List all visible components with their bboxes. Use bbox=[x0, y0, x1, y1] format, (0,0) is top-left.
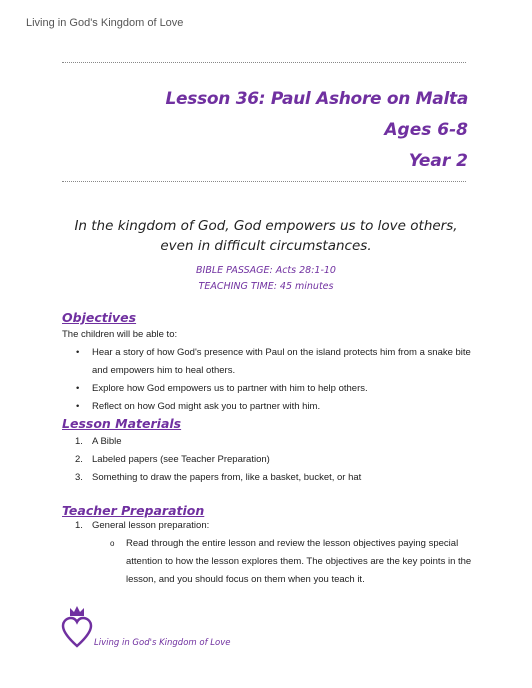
title-divider bbox=[62, 181, 466, 182]
circle-bullet-icon: o bbox=[110, 539, 115, 548]
bullet-icon: • bbox=[76, 383, 80, 394]
bullet-icon: • bbox=[76, 401, 80, 412]
teaching-time: TEACHING TIME: 45 minutes bbox=[198, 281, 334, 292]
list-item bbox=[62, 469, 482, 487]
list-item bbox=[62, 380, 482, 398]
list-item-text: Explore how God empowers us to partner with him to help others. bbox=[92, 383, 368, 394]
footer-text: Living in God's Kingdom of Love bbox=[94, 638, 231, 648]
list-item-text: Reflect on how God might ask you to partner with him. bbox=[92, 401, 321, 412]
objectives-heading: Objectives bbox=[62, 310, 137, 325]
lesson-title: Lesson 36: Paul Ashore on Malta bbox=[165, 89, 468, 109]
list-item-text: A Bible bbox=[92, 436, 122, 447]
materials-list bbox=[62, 433, 482, 487]
list-number: 1. bbox=[75, 520, 83, 531]
lesson-theme: In the kingdom of God, God empowers us to love others, even in difficult circumstances. bbox=[74, 218, 458, 254]
list-item bbox=[62, 398, 482, 416]
top-divider bbox=[62, 62, 466, 63]
list-item bbox=[62, 451, 482, 469]
list-item bbox=[62, 517, 482, 535]
objectives-intro: The children will be able to: bbox=[62, 329, 178, 340]
list-item bbox=[62, 433, 482, 451]
preparation-subitem bbox=[110, 535, 476, 589]
list-number: 1. bbox=[75, 436, 83, 447]
list-item-text: Something to draw the papers from, like a basket, bucket, or hat bbox=[92, 472, 362, 483]
bullet-icon: • bbox=[76, 347, 80, 358]
preparation-heading: Teacher Preparation bbox=[62, 503, 205, 518]
list-number: 3. bbox=[75, 472, 83, 483]
bible-passage: BIBLE PASSAGE: Acts 28:1-10 bbox=[196, 265, 336, 276]
list-item-text: Labeled papers (see Teacher Preparation) bbox=[92, 454, 270, 465]
running-header: Living in God's Kingdom of Love bbox=[26, 17, 184, 29]
list-number: 2. bbox=[75, 454, 83, 465]
lesson-ages: Ages 6-8 bbox=[384, 120, 468, 140]
materials-heading: Lesson Materials bbox=[62, 416, 182, 431]
list-item-text: Hear a story of how God's presence with Paul on the island protects him from a snake bite and empowers him to heal others. bbox=[92, 347, 471, 376]
lesson-year: Year 2 bbox=[408, 151, 468, 171]
list-item-text: General lesson preparation: bbox=[92, 520, 210, 531]
list-item bbox=[62, 344, 482, 380]
list-item-text: Read through the entire lesson and review the lesson objectives paying special attention to how the lesson explores them. The objectives are the key points in the lesson, and you should focus on them when you teach it. bbox=[126, 538, 472, 585]
heart-crown-logo-icon bbox=[60, 602, 94, 650]
preparation-list bbox=[62, 517, 482, 535]
objectives-list bbox=[62, 344, 482, 416]
